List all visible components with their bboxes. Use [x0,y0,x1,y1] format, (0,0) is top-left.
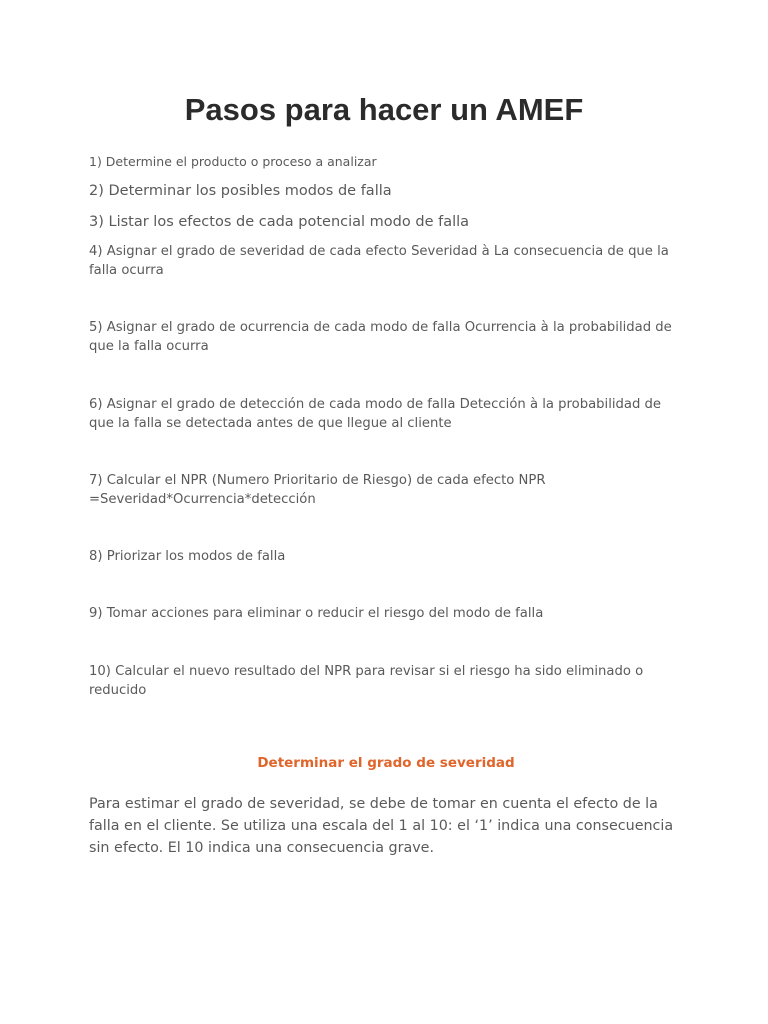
step-4: 4) Asignar el grado de severidad de cada efecto Severidad à La consecuencia de que la falla ocurra [89,244,669,278]
step-3: 3) Listar los efectos de cada potencial modo de falla [89,214,470,230]
step-9: 9) Tomar acciones para eliminar o reducir el riesgo del modo de falla [89,606,544,621]
step-6: 6) Asignar el grado de detección de cada modo de falla Detección à la probabilidad de que la falla se detectada antes de que llegue al cliente [89,397,662,431]
step-7: 7) Calcular el NPR (Numero Prioritario de Riesgo) de cada efecto NPR =Severidad*Ocurrencia*detección [89,473,546,507]
step-10: 10) Calcular el nuevo resultado del NPR para revisar si el riesgo ha sido eliminado o reducido [89,664,644,698]
step-5: 5) Asignar el grado de ocurrencia de cada modo de falla Ocurrencia à la probabilidad de que la falla ocurra [89,320,672,354]
step-8: 8) Priorizar los modos de falla [89,549,286,564]
page-title: Pasos para hacer un AMEF [184,92,584,127]
step-2: 2) Determinar los posibles modos de falla [89,183,392,199]
section-heading: Determinar el grado de severidad [257,755,515,771]
severity-paragraph: Para estimar el grado de severidad, se debe de tomar en cuenta el efecto de la falla en el cliente. Se utiliza una escala del 1 al 10: el ‘1’ indica una consecuencia sin efecto. El 10 indica una consecuencia grave. [89,796,674,856]
step-1: 1) Determine el producto o proceso a analizar [89,154,377,169]
